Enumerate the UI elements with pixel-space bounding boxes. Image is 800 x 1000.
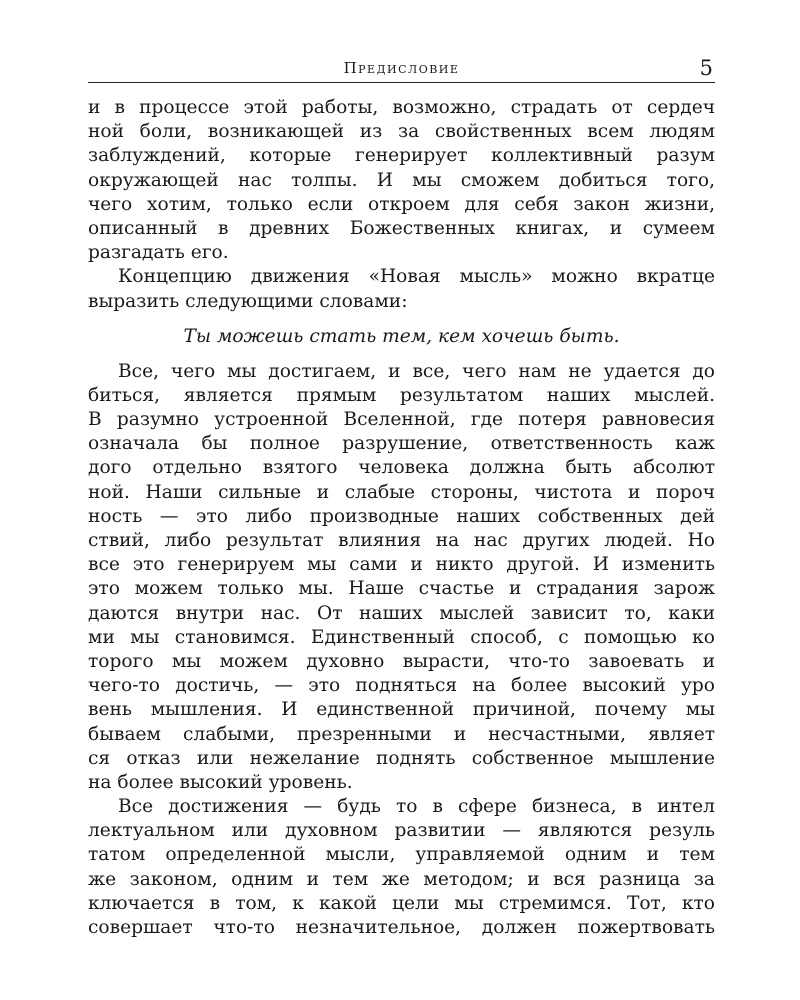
text-line: это можем только мы. Наше счастье и страдания зарож xyxy=(88,578,715,600)
text-line: окружающей нас толпы. И мы сможем добиться того, xyxy=(88,169,715,191)
text-line: ми мы становимся. Единственный способ, с помощью ко xyxy=(88,626,715,648)
text-line: Концепцию движения «Новая мысль» можно вкратце xyxy=(118,266,715,288)
text-line: даются внутри нас. От наших мыслей зависит то, каки xyxy=(88,602,715,624)
text-line: выразить следующими словами: xyxy=(88,290,408,312)
text-line: ной. Наши сильные и слабые стороны, чистота и пороч xyxy=(88,481,715,503)
text-line: Все достижения — будь то в сфере бизнеса, в интел xyxy=(118,796,715,818)
text-line: совершает что-то незначительное, должен пожертвовать xyxy=(88,917,715,938)
text-line: описанный в древних Божественных книгах, и сумеем xyxy=(88,217,715,239)
text-line: означала бы полное разрушение, ответственность каж xyxy=(88,433,715,455)
body-text xyxy=(88,96,715,940)
text-line: Все, чего мы достигаем, и все, чего нам не удается до xyxy=(118,360,715,382)
text-line: лектуальном или духовном развитии — являются резуль xyxy=(88,820,715,842)
text-line: бываем слабыми, презренными и несчастными, являет xyxy=(88,723,715,745)
text-line: же законом, одним и тем же методом; и вся разница за xyxy=(88,868,715,890)
text-line: все это генерируем мы сами и никто другой. И изменить xyxy=(88,554,715,576)
running-header xyxy=(88,56,715,83)
text-line: на более высокий уровень. xyxy=(88,771,353,793)
text-line: вень мышления. И единственной причиной, почему мы xyxy=(88,699,715,721)
text-line: чего-то достичь, — это подняться на более высокий уро xyxy=(88,675,715,697)
chapter-title: Предисловие xyxy=(343,59,460,77)
text-line: биться, является прямым результатом наших мыслей. xyxy=(88,384,715,406)
text-line: ность — это либо производные наших собственных дей xyxy=(88,505,715,527)
text-line: дого отдельно взятого человека должна быть абсолют xyxy=(88,457,715,479)
page-number: 5 xyxy=(699,56,713,80)
text-line: чего хотим, только если откроем для себя закон жизни, xyxy=(88,193,715,215)
text-line: татом определенной мысли, управляемой одним и тем xyxy=(88,844,715,866)
text-line: ся отказ или нежелание поднять собственное мышление xyxy=(88,747,715,769)
text-line: ствий, либо результат влияния на нас других людей. Но xyxy=(88,530,715,551)
text-line: и в процессе этой работы, возможно, страдать от сердеч xyxy=(88,97,715,118)
text-line: заблуждений, которые генерирует коллективный разум xyxy=(88,145,715,167)
text-line: торого мы можем духовно вырасти, что-то завоевать и xyxy=(88,650,715,672)
text-line: В разумно устроенной Вселенной, где потеря равновесия xyxy=(88,409,715,431)
text-line: ной боли, возникающей из за свойственных всем людям xyxy=(88,121,715,143)
text-line: ключается в том, к какой цели мы стремимся. Тот, кто xyxy=(88,892,715,914)
text-line: разгадать его. xyxy=(88,242,229,264)
epigraph-quote: Ты можешь стать тем, кем хочешь быть. xyxy=(183,325,620,347)
